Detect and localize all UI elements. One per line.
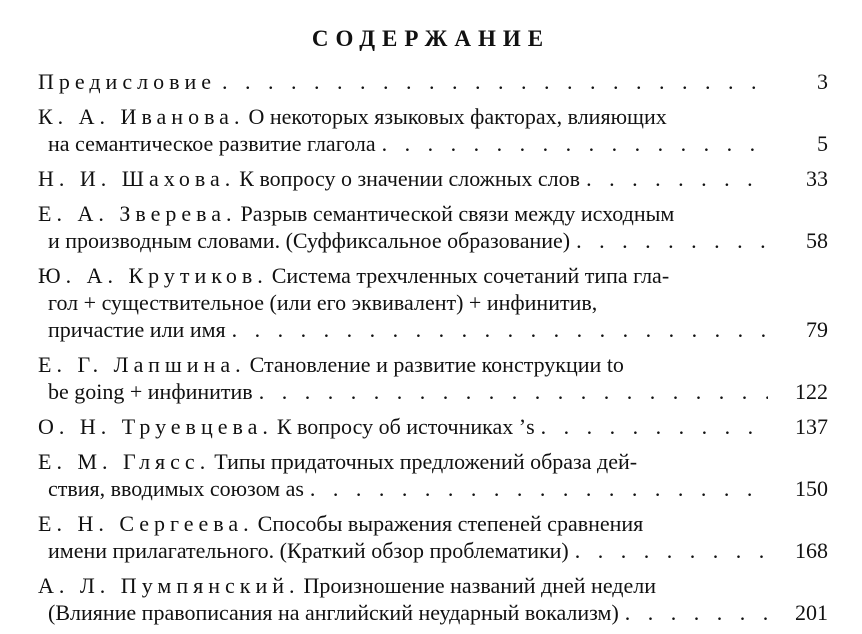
toc-entry-line (38, 68, 768, 95)
toc-entry-line (38, 262, 768, 289)
toc-entry-author: К. А. Иванова. (38, 104, 245, 129)
toc-page-number: 122 (795, 379, 828, 404)
dot-leader (232, 316, 768, 343)
toc-entry-author: Ю. А. Крутиков. (38, 263, 268, 288)
toc-entry (38, 572, 838, 626)
table-of-contents (38, 68, 838, 634)
toc-entry-line (38, 130, 768, 157)
toc-entry (38, 413, 838, 440)
toc-entry-line (38, 413, 768, 440)
toc-entry-line (38, 537, 768, 564)
toc-entry-text: К вопросу об источниках ’s (276, 414, 535, 439)
toc-entry-text: Предисловие (38, 69, 216, 94)
toc-entry (38, 448, 838, 502)
toc-entry-line (38, 510, 768, 537)
toc-entry-line (38, 227, 768, 254)
dot-leader (382, 130, 768, 157)
toc-entry-line (38, 200, 768, 227)
toc-entry-author: О. Н. Труевцева. (38, 414, 273, 439)
toc-entry-line (38, 165, 768, 192)
toc-entry-line (38, 448, 768, 475)
toc-entry-text: причастие или имя (48, 317, 226, 342)
toc-page-number: 79 (806, 317, 828, 342)
toc-page-number: 150 (795, 476, 828, 501)
toc-entry-text: и производным словами. (Суффиксальное образование) (48, 228, 571, 253)
dot-leader (625, 599, 768, 626)
toc-entry-line (38, 475, 768, 502)
toc-entry-line (38, 599, 768, 626)
dot-leader (310, 475, 768, 502)
toc-entry-line (38, 289, 768, 316)
toc-entry (38, 103, 838, 157)
toc-page-number: 58 (806, 228, 828, 253)
toc-page-number: 201 (795, 600, 828, 625)
toc-entry-text: Типы придаточных предложений образа дей- (214, 449, 638, 474)
toc-entry-text: Разрыв семантической связи между исходным (240, 201, 675, 226)
toc-page-number: 137 (795, 414, 828, 439)
toc-entry-text: ствия, вводимых союзом as (48, 476, 304, 501)
toc-entry-text: О некоторых языковых факторах, влияющих (248, 104, 667, 129)
dot-leader (575, 537, 768, 564)
toc-entry-line (38, 378, 768, 405)
dot-leader (586, 165, 768, 192)
toc-entry-text: Система трехчленных сочетаний типа гла- (271, 263, 670, 288)
toc-entry-text: (Влияние правописания на английский неударный вокализм) (48, 600, 619, 625)
toc-entry-text: be going + инфинитив (48, 379, 253, 404)
toc-entry-author: Е. М. Глясс. (38, 449, 211, 474)
toc-entry-text: имени прилагательного. (Краткий обзор проблематики) (48, 538, 569, 563)
toc-page-number: 3 (817, 69, 828, 94)
toc-entry (38, 165, 838, 192)
dot-leader (259, 378, 768, 405)
dot-leader (541, 413, 768, 440)
toc-entry (38, 510, 838, 564)
toc-page-number: 5 (817, 131, 828, 156)
toc-page-number: 168 (795, 538, 828, 563)
toc-entry (38, 68, 838, 95)
toc-entry-author: Е. А. Зверева. (38, 201, 237, 226)
toc-entry-line (38, 351, 768, 378)
dot-leader (222, 68, 768, 95)
toc-entry (38, 200, 838, 254)
toc-entry-author: А. Л. Пумпянский. (38, 573, 300, 598)
toc-entry-line (38, 572, 768, 599)
toc-entry-line (38, 103, 768, 130)
toc-entry (38, 351, 838, 405)
toc-entry-text: Становление и развитие конструкции to (249, 352, 624, 377)
dot-leader (576, 227, 768, 254)
toc-entry-text: Произношение названий дней недели (303, 573, 657, 598)
toc-entry-text: Способы выражения степеней сравнения (257, 511, 644, 536)
toc-entry-author: Е. Г. Лапшина. (38, 352, 246, 377)
toc-entry-line (38, 316, 768, 343)
page-title: СОДЕРЖАНИЕ (311, 26, 551, 51)
toc-entry-text: гол + существительное (или его эквивалент) + инфинитив, (48, 290, 598, 315)
toc-entry-author: Н. И. Шахова. (38, 166, 236, 191)
toc-entry-text: на семантическое развитие глагола (48, 131, 376, 156)
toc-entry-author: Е. Н. Сергеева. (38, 511, 254, 536)
toc-entry-text: К вопросу о значении сложных слов (239, 166, 581, 191)
toc-entry (38, 262, 838, 343)
toc-page-number: 33 (806, 166, 828, 191)
